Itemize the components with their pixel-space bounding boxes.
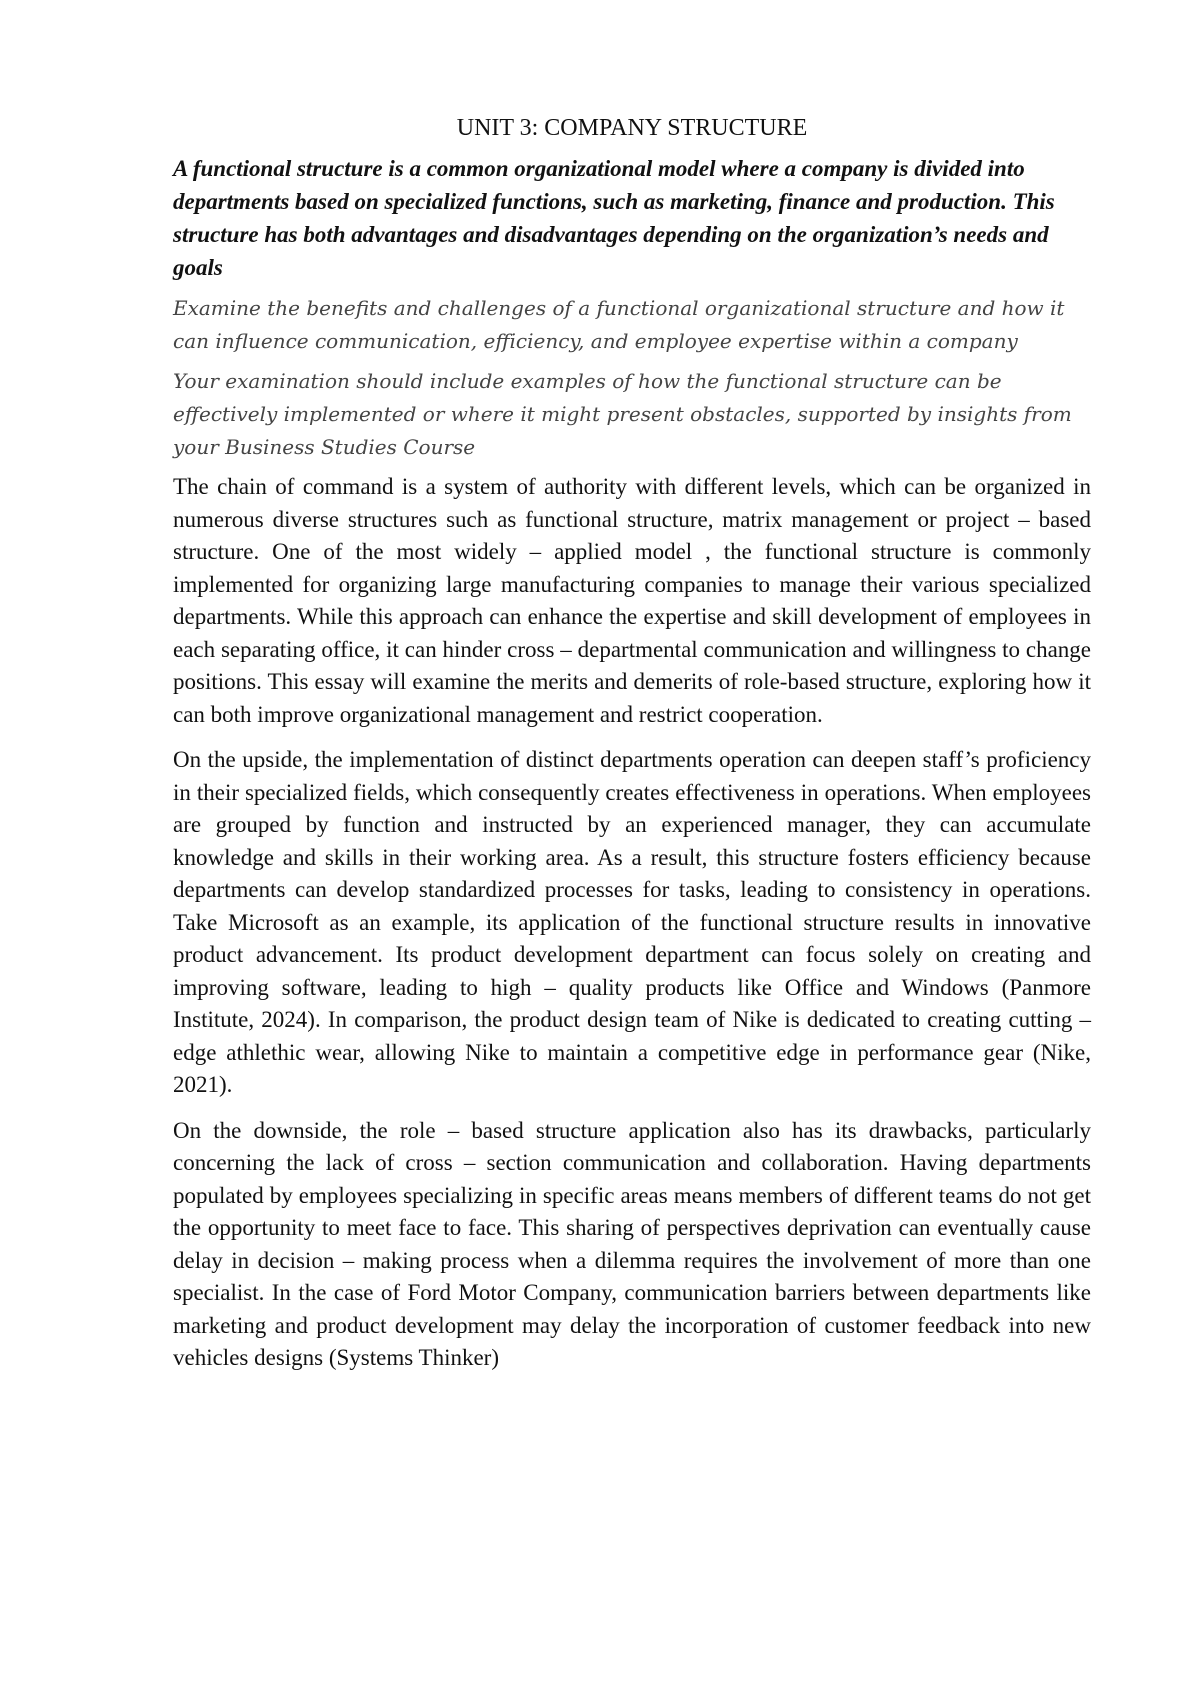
instruction-text: Your examination should include examples of how the functional structure can be effectively implemented or where it might present obstacles, supported by insights from your Business Studies Course [173,369,1072,459]
page-title: UNIT 3: COMPANY STRUCTURE [456,115,808,141]
instruction-text: Examine the benefits and challenges of a functional organizational structure and how it can influence communication, efficiency, and employee expertise within a company [173,296,1065,353]
body-paragraph: On the upside, the implementation of distinct departments operation can deepen staff’s proficiency in their specialized fields, which consequently creates effectiveness in operations. When employees are grouped by function and instructed by an experienced manager, they can accumulate knowledge and skills in their working area. As a result, this structure fosters efficiency because departments can develop standardized processes for tasks, leading to consistency in operations. Take Microsoft as an example, its application of the functional structure results in innovative product advancement. Its product development department can focus solely on creating and improving software, leading to high – quality products like Office and Windows (Panmore Institute, 2024). In comparison, the product design team of Nike is dedicated to creating cutting – edge athlethic wear, allowing Nike to maintain a competitive edge in performance gear (Nike, 2021). [173,747,1091,1097]
document-body [173,112,1091,1388]
body-paragraph: The chain of command is a system of authority with different levels, which can be organized in numerous diverse structures such as functional structure, matrix management or project – based structure. One of the most widely – applied model , the functional structure is commonly implemented for organizing large manufacturing companies to manage their various specialized departments. While this approach can enhance the expertise and skill development of employees in each separating office, it can hinder cross – departmental communication and willingness to change positions. This essay will examine the merits and demerits of role-based structure, exploring how it can both improve organizational management and restrict cooperation. [173,474,1091,727]
body-paragraph: On the downside, the role – based structure application also has its drawbacks, particularly concerning the lack of cross – section communication and collaboration. Having departments populated by employees specializing in specific areas means members of different teams do not get the opportunity to meet face to face. This sharing of perspectives deprivation can eventually cause delay in decision – making process when a dilemma requires the involvement of more than one specialist. In the case of Ford Motor Company, communication barriers between departments like marketing and product development may delay the incorporation of customer feedback into new vehicles designs (Systems Thinker) [173,1117,1091,1370]
essay-prompt: A functional structure is a common organizational model where a company is divided into departments based on specialized functions, such as marketing, finance and production. This structure has both advantages and disadvantages depending on the organization’s needs and goals [173,156,1055,280]
